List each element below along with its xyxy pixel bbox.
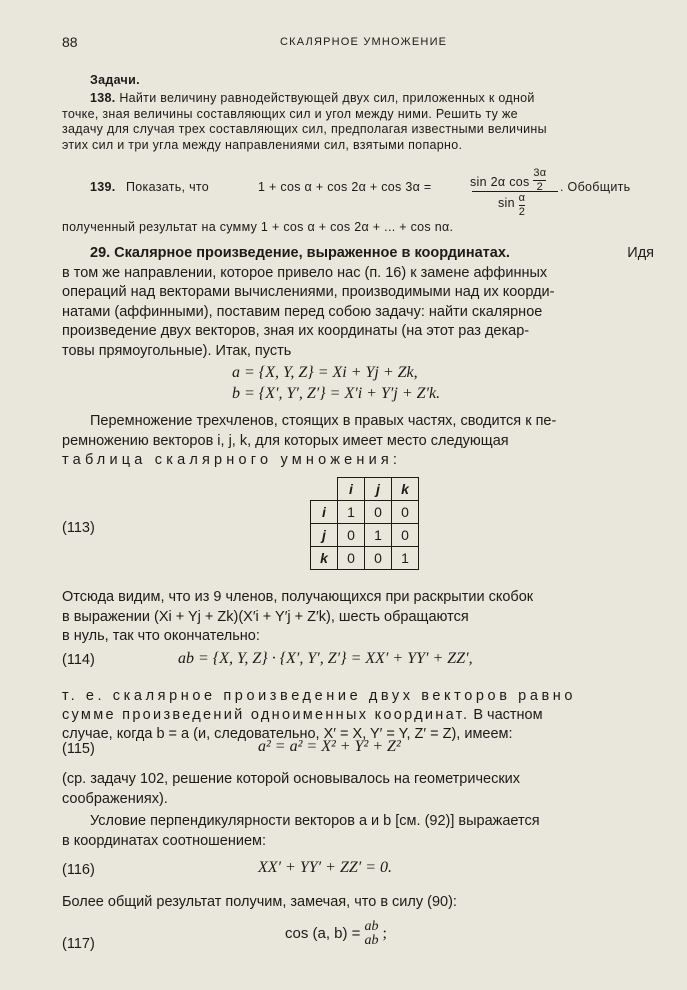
fraction: sin 2α cos $\frac{3\alpha}{2}$ (470, 167, 547, 193)
equation-label-113: (113) (62, 520, 95, 536)
equation-b: b = {X′, Y′, Z′} = X′i + Y′j + Z′k. (232, 385, 441, 402)
table-row: k 0 0 1 (311, 547, 419, 570)
table-row: j 0 1 0 (311, 524, 419, 547)
section-29-intro: 29. Скалярное произведение, выраженное в координатах. Идя в том же направлении, которое привело нас (п. 16) к замене аффинных операций над векторами вычислениями, производимыми над их коорди- натами (аффинными), поставим перед собою задачу: найти скалярное произведение двух векторов, зная их координаты (на этот раз декар- товы прямоугольные). Итак, пусть (62, 245, 654, 359)
table-caption: таблица скалярного умножения: (62, 452, 402, 468)
equation-label-114: (114) (62, 652, 95, 668)
equation-115: a² = a² = X² + Y² + Z² (258, 738, 401, 755)
running-title: СКАЛЯРНОЕ УМНОЖЕНИЕ (280, 36, 448, 48)
section-title: 29. Скалярное произведение, выраженное в координатах. (90, 245, 510, 261)
problem-139-line2: полученный результат на сумму 1 + cos α + cos 2α + ... + cos nα. (62, 220, 454, 234)
problem-139: 139. Показать, что 1 + cos α + cos 2α + cos 3α = sin 2α cos $\frac{3\alpha}{2}$ sin $\frac{\alpha}{2}$ . Обобщить (90, 167, 631, 218)
scalar-multiplication-table (310, 477, 419, 570)
problem-number: 139. (90, 180, 116, 194)
problems-heading: Задачи. (90, 73, 140, 87)
equation-116: XX′ + YY′ + ZZ′ = 0. (258, 859, 393, 876)
paragraph-3: Отсюда видим, что из 9 членов, получающихся при раскрытии скобок в выражении (Xi + Yj + Zk)(X′i + Y′j + Z′k), шесть обращаются в нуль, так что окончательно: (62, 589, 534, 644)
equation-117: cos (a, b) = ab ab ; (285, 919, 387, 948)
page-number: 88 (62, 34, 78, 50)
paragraph-4: т. е. скалярное произведение двух векторов равно сумме произведений одноименных координат. В частном случае, когда b = a (и, следовательно, X′ = X, Y′ = Y, Z′ = Z), имеем: (62, 688, 577, 742)
paragraph-2: Перемножение трехчленов, стоящих в правых частях, сводится к пе- ремножению векторов i, j, k, для которых имеет место следующая таблица скалярного умножения: (62, 412, 654, 471)
paragraph-6: Условие перпендикулярности векторов a и b [см. (92)] выражается в координатах соотношением: (62, 813, 540, 849)
problem-number: 138. (90, 91, 116, 105)
equation-114: ab = {X, Y, Z} · {X′, Y′, Z′} = XX′ + YY′ + ZZ′, (178, 650, 473, 667)
table-row: i 1 0 0 (311, 501, 419, 524)
problem-138: 138. Найти величину равнодействующей двух сил, приложенных к одной точке, зная величины составляющих сил и угол между ними. Решить ту же задачу для случая трех составляющих сил, предполагая известными величины этих сил и три угла между направлениями сил, взятыми попарно. (62, 91, 547, 152)
equation-label-117: (117) (62, 936, 95, 952)
equation-label-116: (116) (62, 862, 95, 878)
equation-a: a = {X, Y, Z} = Xi + Yj + Zk, (232, 364, 418, 381)
paragraph-7: Более общий результат получим, замечая, что в силу (90): (62, 894, 457, 910)
equation-label-115: (115) (62, 741, 95, 757)
table-header-row: i j k (311, 478, 419, 501)
paragraph-5: (ср. задачу 102, решение которой основывалось на геометрических соображениях). (62, 771, 521, 807)
